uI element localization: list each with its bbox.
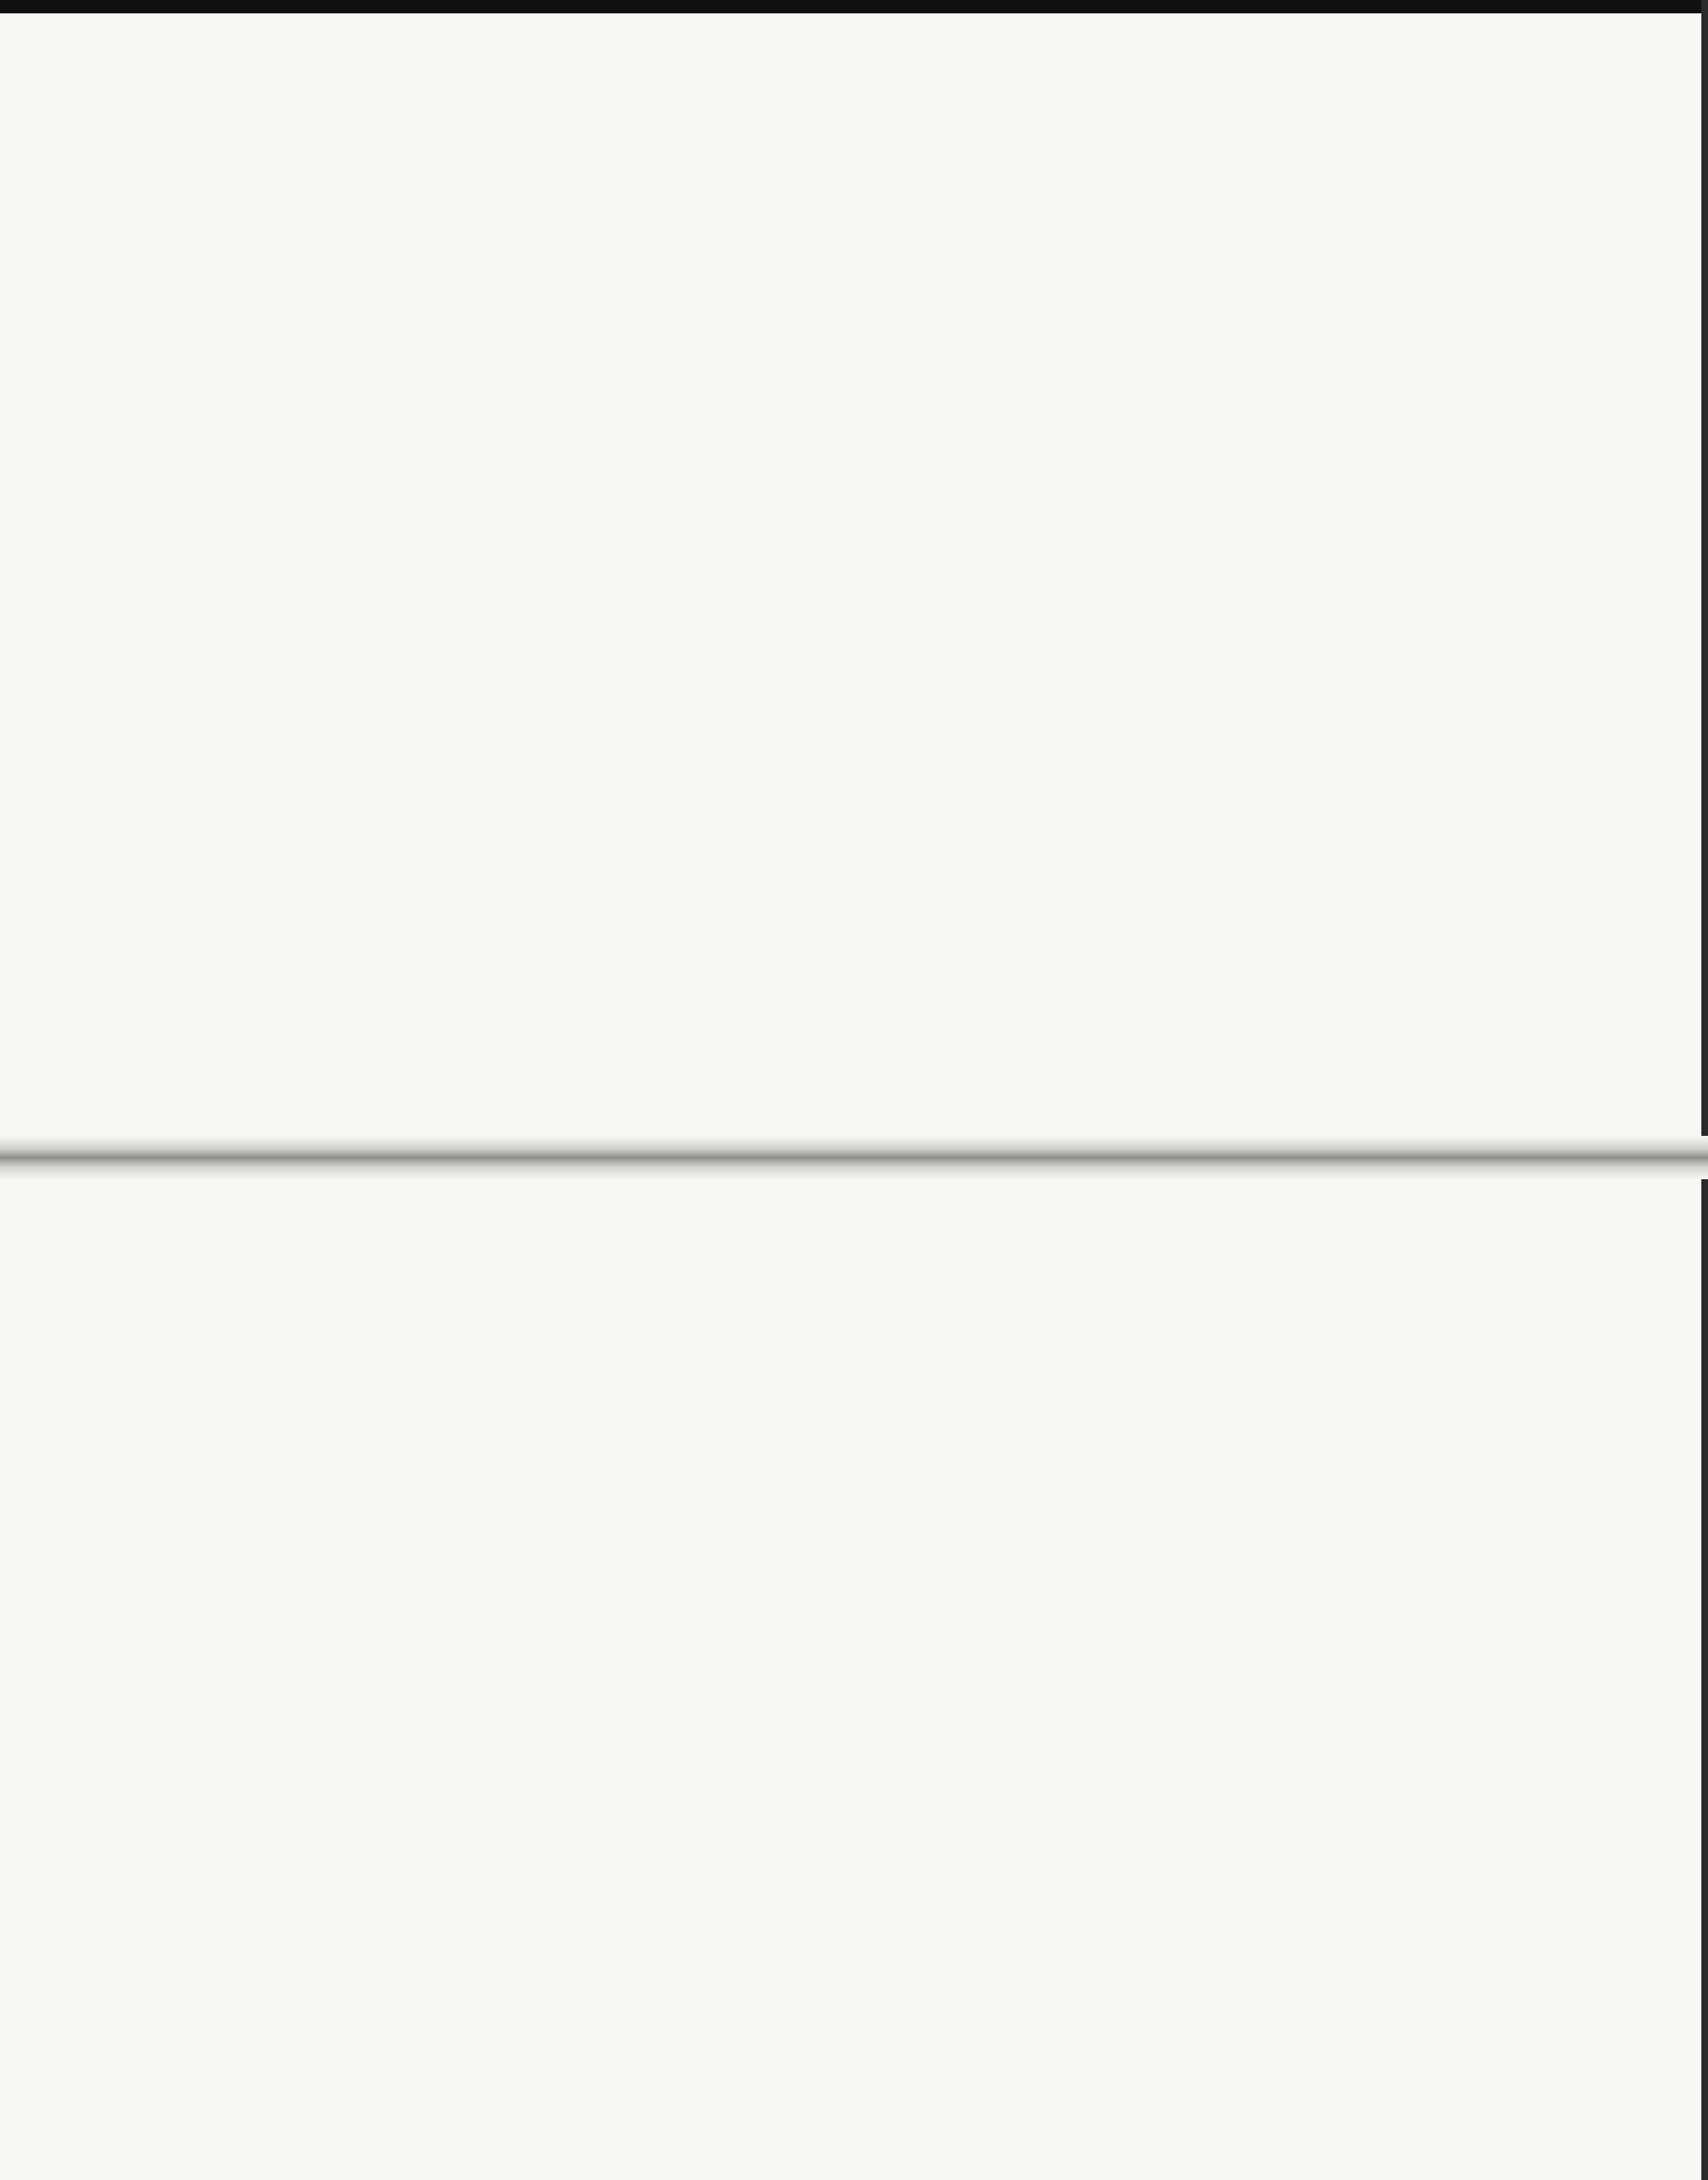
page-fold-shadow: [0, 1136, 1708, 1179]
scan-top-border: [0, 0, 1708, 13]
scan-right-border: [1701, 0, 1708, 2180]
